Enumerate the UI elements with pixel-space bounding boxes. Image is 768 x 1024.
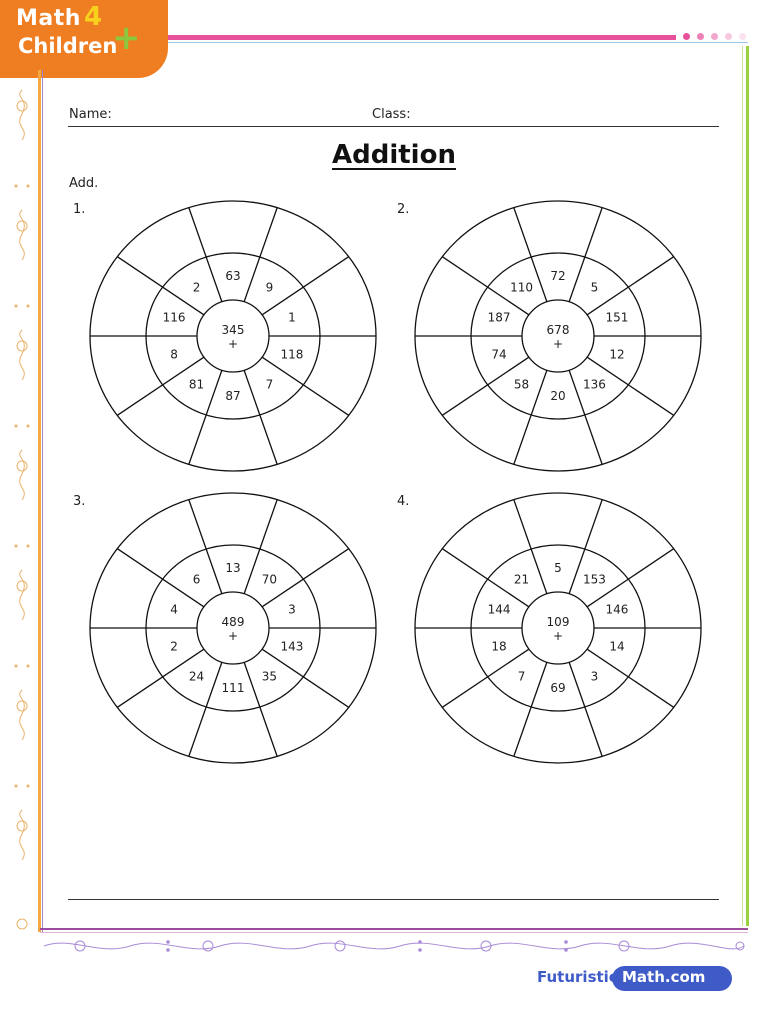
wheel-number: 12 (609, 347, 625, 362)
problem-4-label: 4. (397, 494, 410, 509)
brand-logo-word-math: Math (16, 6, 81, 31)
plus-icon: + (112, 18, 141, 58)
brand-logo-word-children: Children (18, 34, 118, 58)
wheel-number: 18 (491, 639, 507, 654)
wheel-number: 21 (513, 572, 530, 587)
wheel-number: 153 (582, 572, 606, 587)
answer-cell[interactable] (436, 586, 460, 602)
answer-cell[interactable] (478, 709, 502, 725)
brand-logo-digit: 4 (84, 2, 103, 32)
wheel-number: 7 (517, 669, 526, 684)
wheel-number: 35 (261, 669, 278, 684)
wheel-number: 87 (225, 389, 241, 403)
page-title: Addition (332, 140, 456, 170)
wheel-number: 9 (265, 280, 274, 295)
answer-cell[interactable] (614, 417, 638, 433)
wheel-number: 58 (513, 377, 530, 392)
answer-cell[interactable] (436, 654, 460, 670)
answer-cell[interactable] (111, 654, 135, 670)
answer-cell[interactable] (289, 709, 313, 725)
wheel-number: 118 (280, 347, 304, 362)
answer-cell[interactable] (331, 586, 355, 602)
wheel-number: 1 (288, 310, 296, 325)
answer-cell[interactable] (289, 531, 313, 547)
problem-2-label: 2. (397, 202, 410, 217)
answer-cell[interactable] (436, 294, 460, 310)
answer-cell[interactable] (221, 218, 245, 234)
wheel-number: 81 (188, 377, 205, 392)
wheel-number: 72 (550, 269, 566, 283)
wheel-operator: + (552, 337, 564, 351)
wheel-number: 2 (192, 280, 201, 295)
wheel-number: 3 (288, 602, 296, 617)
footer-brand-part1: Futuristic (537, 968, 618, 986)
answer-cell[interactable] (656, 654, 680, 670)
answer-cell[interactable] (153, 417, 177, 433)
wheel-number: 70 (261, 572, 278, 587)
problem-1-label: 1. (73, 202, 86, 217)
answer-cell[interactable] (546, 218, 570, 234)
wheel-number: 151 (605, 310, 629, 325)
wheel-center-number: 489 (221, 615, 245, 629)
wheel-number: 20 (550, 389, 566, 403)
wheel-number: 3 (590, 669, 599, 684)
wheel-2 (415, 201, 701, 471)
footer-rule (68, 899, 719, 900)
wheel-number: 143 (280, 639, 304, 654)
wheel-number: 8 (170, 347, 178, 362)
wheel-operator: + (227, 629, 239, 643)
answer-cell[interactable] (614, 531, 638, 547)
wheel-3 (90, 493, 376, 763)
wheel-operator: + (552, 629, 564, 643)
wheel-number: 5 (554, 561, 562, 575)
answer-cell[interactable] (478, 239, 502, 255)
answer-cell[interactable] (153, 531, 177, 547)
wheel-operator: + (227, 337, 239, 351)
wheel-number: 4 (170, 602, 178, 617)
answer-cell[interactable] (546, 730, 570, 746)
wheel-number: 110 (510, 280, 534, 295)
wheel-number: 7 (265, 377, 274, 392)
wheel-number: 69 (550, 681, 566, 695)
footer-brand-part2: Math.com (622, 968, 706, 986)
wheel-4 (415, 493, 701, 763)
answer-cell[interactable] (331, 654, 355, 670)
wheel-number: 187 (487, 310, 511, 325)
answer-cell[interactable] (111, 586, 135, 602)
problem-3-label: 3. (73, 494, 86, 509)
wheel-number: 24 (188, 669, 205, 684)
answer-cell[interactable] (289, 417, 313, 433)
wheel-center-number: 109 (546, 615, 570, 629)
class-label: Class: (372, 107, 411, 122)
name-label: Name: (69, 107, 112, 122)
wheel-number: 74 (491, 347, 507, 362)
answer-cell[interactable] (153, 709, 177, 725)
answer-cell[interactable] (656, 586, 680, 602)
wheel-number: 6 (192, 572, 201, 587)
answer-cell[interactable] (614, 709, 638, 725)
wheel-center-number: 345 (221, 323, 245, 337)
answer-cell[interactable] (331, 294, 355, 310)
wheel-number: 146 (605, 602, 629, 617)
wheel-number: 144 (487, 602, 511, 617)
wheel-number: 111 (221, 681, 245, 695)
wheel-number: 63 (225, 269, 241, 283)
wheel-number: 13 (225, 561, 241, 575)
wheel-number: 14 (609, 639, 625, 654)
answer-cell[interactable] (221, 438, 245, 454)
answer-cell[interactable] (546, 510, 570, 526)
answer-cell[interactable] (436, 362, 460, 378)
answer-cell[interactable] (111, 294, 135, 310)
answer-cell[interactable] (478, 417, 502, 433)
answer-cell[interactable] (221, 730, 245, 746)
instruction: Add. (69, 176, 99, 191)
wheel-center-number: 678 (546, 323, 570, 337)
answer-cell[interactable] (221, 510, 245, 526)
answer-cell[interactable] (656, 362, 680, 378)
wheel-number: 116 (162, 310, 186, 325)
answer-cell[interactable] (656, 294, 680, 310)
answer-cell[interactable] (153, 239, 177, 255)
wheel-1 (90, 201, 376, 471)
answer-cell[interactable] (478, 531, 502, 547)
wheel-number: 2 (170, 639, 178, 654)
answer-cell[interactable] (111, 362, 135, 378)
answer-cell[interactable] (614, 239, 638, 255)
answer-cell[interactable] (331, 362, 355, 378)
wheel-number: 136 (582, 377, 606, 392)
answer-cell[interactable] (546, 438, 570, 454)
wheel-number: 5 (590, 280, 599, 295)
answer-cell[interactable] (289, 239, 313, 255)
